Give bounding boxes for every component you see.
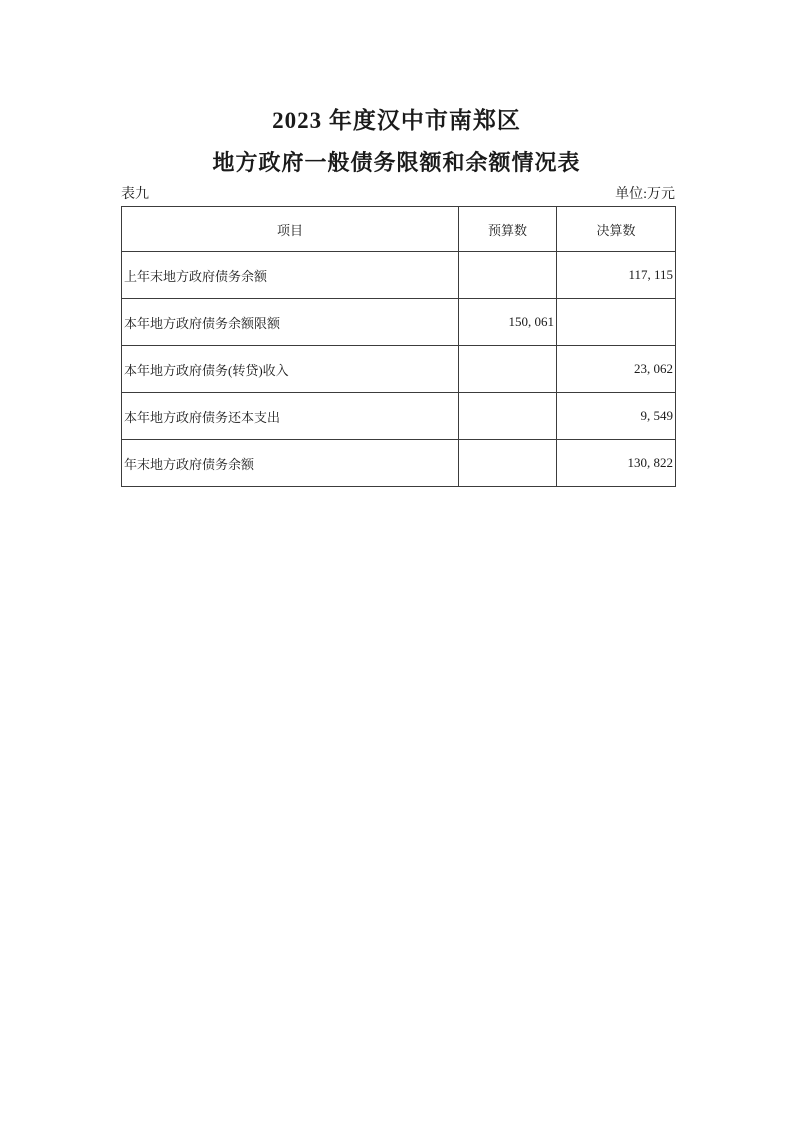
- row-budget-cell: [459, 346, 557, 393]
- row-item-cell: 本年地方政府债务余额限额: [122, 299, 459, 346]
- row-item-cell: 本年地方政府债务(转贷)收入: [122, 346, 459, 393]
- row-final-cell: 23, 062: [557, 346, 676, 393]
- row-budget-cell: [459, 440, 557, 487]
- row-final-cell: [557, 299, 676, 346]
- table-meta-row: [121, 183, 675, 203]
- row-final-cell: 117, 115: [557, 252, 676, 299]
- row-item-cell: 本年地方政府债务还本支出: [122, 393, 459, 440]
- row-budget-cell: [459, 393, 557, 440]
- table-row: [122, 299, 676, 346]
- row-item-cell: 年末地方政府债务余额: [122, 440, 459, 487]
- table-row: [122, 346, 676, 393]
- page-title: 2023 年度汉中市南郑区: [272, 108, 521, 133]
- table-number-label: 表九: [121, 187, 149, 202]
- header-cell-item: 项目: [122, 207, 459, 252]
- table-header-row: [122, 207, 676, 252]
- header-cell-budget: 预算数: [459, 207, 557, 252]
- row-item-cell: 上年末地方政府债务余额: [122, 252, 459, 299]
- table-row: [122, 440, 676, 487]
- debt-limit-balance-table: [121, 206, 676, 487]
- row-budget-cell: [459, 252, 557, 299]
- row-final-cell: 9, 549: [557, 393, 676, 440]
- table-row: [122, 252, 676, 299]
- page-subtitle: 地方政府一般债务限额和余额情况表: [212, 150, 581, 175]
- header-cell-final: 决算数: [557, 207, 676, 252]
- table-row: [122, 393, 676, 440]
- row-final-cell: 130, 822: [557, 440, 676, 487]
- unit-label: 单位:万元: [615, 187, 675, 202]
- row-budget-cell: 150, 061: [459, 299, 557, 346]
